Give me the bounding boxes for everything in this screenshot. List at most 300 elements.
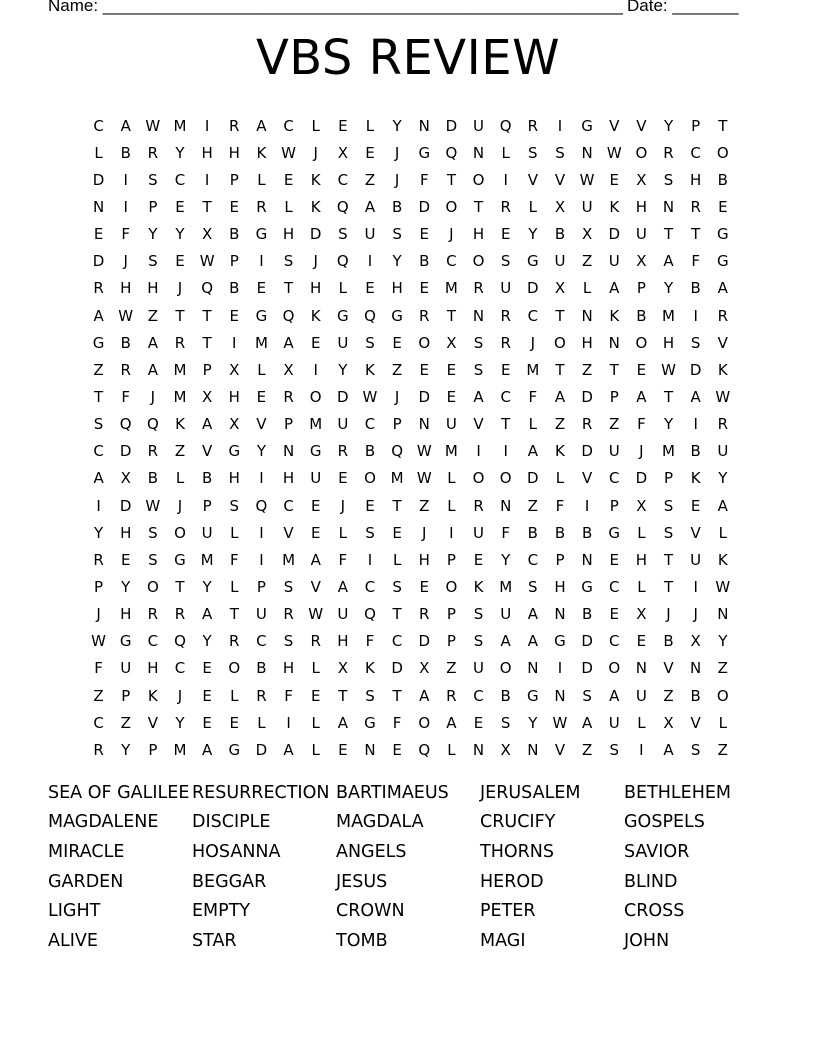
grid-letter: D: [92, 252, 105, 271]
grid-letter: W: [715, 387, 731, 406]
grid-letter: N: [581, 550, 593, 569]
grid-letter: U: [554, 252, 566, 271]
grid-letter: S: [663, 523, 674, 542]
grid-letter: C: [337, 170, 349, 189]
grid-letter: R: [147, 143, 159, 162]
grid-letter: U: [120, 659, 132, 678]
grid-letter: R: [93, 550, 104, 569]
word-list-item: BLIND: [624, 871, 678, 892]
grid-letter: V: [690, 523, 701, 542]
grid-letter: Y: [202, 577, 212, 596]
grid-letter: S: [148, 252, 158, 271]
grid-letter: I: [286, 713, 291, 732]
grid-letter: T: [446, 170, 456, 189]
grid-letter: O: [499, 469, 512, 488]
grid-letter: E: [419, 279, 429, 298]
word-list-item: STAR: [192, 930, 237, 951]
grid-letter: Y: [663, 415, 674, 434]
grid-letter: B: [229, 279, 240, 298]
grid-letter: U: [608, 252, 620, 271]
grid-letter: Z: [581, 740, 593, 759]
grid-letter: E: [473, 713, 484, 732]
page-title: VBS REVIEW: [255, 30, 561, 86]
grid-letter: I: [96, 496, 101, 515]
grid-letter: G: [581, 116, 593, 135]
grid-letter: P: [392, 415, 402, 434]
grid-letter: R: [174, 333, 186, 352]
grid-letter: J: [449, 225, 454, 244]
grid-letter: E: [338, 469, 348, 488]
word-list-item: BETHLEHEM: [624, 782, 732, 803]
grid-letter: A: [554, 387, 566, 406]
grid-letter: F: [419, 170, 429, 189]
grid-letter: L: [338, 279, 348, 298]
grid-letter: M: [526, 360, 540, 379]
grid-letter: D: [119, 496, 132, 515]
grid-letter: A: [500, 632, 511, 651]
grid-letter: R: [174, 605, 186, 624]
grid-letter: G: [527, 686, 539, 705]
grid-letter: J: [394, 143, 400, 162]
grid-letter: Y: [202, 632, 212, 651]
grid-letter: E: [338, 740, 348, 759]
grid-letter: H: [690, 170, 702, 189]
grid-letter: E: [310, 686, 321, 705]
grid-letter: S: [283, 577, 294, 596]
grid-letter: V: [527, 170, 538, 189]
grid-letter: L: [365, 116, 375, 135]
word-list-item: THORNS: [480, 841, 554, 862]
grid-letter: Z: [419, 496, 430, 515]
grid-letter: U: [337, 415, 349, 434]
grid-letter: M: [173, 116, 187, 135]
grid-letter: L: [311, 659, 320, 678]
grid-letter: D: [581, 632, 593, 651]
grid-letter: O: [472, 469, 485, 488]
grid-letter: U: [201, 523, 213, 542]
grid-letter: R: [717, 306, 729, 325]
grid-letter: T: [663, 387, 674, 406]
grid-letter: R: [581, 415, 593, 434]
grid-letter: Z: [581, 252, 593, 271]
grid-letter: N: [554, 605, 566, 624]
grid-letter: D: [337, 387, 349, 406]
grid-letter: B: [663, 632, 674, 651]
grid-letter: L: [230, 686, 239, 705]
grid-letter: W: [416, 442, 432, 461]
grid-letter: T: [501, 415, 511, 434]
grid-letter: R: [527, 116, 539, 135]
grid-letter: P: [229, 170, 239, 189]
grid-letter: E: [419, 225, 429, 244]
grid-letter: P: [121, 686, 131, 705]
grid-letter: E: [175, 197, 185, 216]
grid-letter: A: [337, 713, 348, 732]
grid-letter: P: [664, 469, 674, 488]
grid-letter: O: [146, 577, 159, 596]
grid-letter: P: [609, 387, 619, 406]
word-list-item: BEGGAR: [192, 871, 267, 892]
grid-letter: W: [579, 170, 595, 189]
grid-letter: K: [555, 442, 565, 461]
grid-letter: K: [310, 197, 321, 216]
word-list-item: HEROD: [480, 871, 544, 892]
grid-letter: M: [390, 469, 404, 488]
grid-letter: E: [175, 252, 185, 271]
grid-letter: G: [716, 252, 729, 271]
grid-letter: S: [473, 605, 484, 624]
grid-letter: N: [364, 740, 376, 759]
grid-letter: L: [637, 713, 646, 732]
grid-letter: U: [473, 659, 485, 678]
grid-letter: E: [609, 170, 619, 189]
grid-letter: U: [310, 469, 322, 488]
grid-letter: G: [92, 333, 105, 352]
grid-letter: L: [284, 197, 293, 216]
grid-letter: Q: [364, 306, 376, 325]
grid-letter: A: [419, 686, 430, 705]
grid-letter: F: [229, 550, 239, 569]
grid-letter: Q: [119, 415, 132, 434]
grid-letter: I: [693, 577, 698, 596]
grid-letter: E: [392, 333, 402, 352]
grid-letter: E: [256, 279, 267, 298]
grid-letter: P: [202, 496, 212, 515]
grid-letter: J: [177, 686, 183, 705]
grid-letter: A: [473, 387, 484, 406]
grid-letter: E: [365, 496, 375, 515]
grid-letter: G: [228, 442, 241, 461]
grid-letter: C: [256, 632, 267, 651]
grid-letter: C: [174, 659, 186, 678]
grid-letter: S: [663, 170, 674, 189]
grid-letter: B: [636, 306, 647, 325]
grid-letter: S: [365, 686, 375, 705]
grid-letter: D: [581, 387, 593, 406]
word-list-item: MAGDALENE: [48, 812, 159, 833]
grid-letter: I: [123, 197, 128, 216]
grid-letter: Q: [336, 197, 349, 216]
grid-letter: L: [555, 469, 565, 488]
grid-letter: C: [609, 577, 620, 596]
grid-letter: F: [365, 632, 375, 651]
grid-letter: B: [717, 170, 728, 189]
grid-letter: N: [635, 659, 647, 678]
grid-letter: E: [392, 523, 402, 542]
grid-letter: K: [690, 469, 701, 488]
grid-letter: P: [446, 632, 456, 651]
grid-letter: B: [690, 279, 701, 298]
grid-letter: L: [175, 469, 185, 488]
grid-letter: D: [418, 197, 431, 216]
name-field[interactable]: Name: _______________________________________________________: [48, 0, 623, 15]
grid-letter: H: [228, 143, 240, 162]
word-search-grid: [85, 112, 736, 763]
grid-letter: S: [392, 577, 402, 596]
grid-letter: S: [500, 713, 511, 732]
grid-letter: E: [690, 496, 701, 515]
grid-letter: L: [447, 740, 456, 759]
grid-letter: R: [446, 686, 457, 705]
grid-letter: A: [527, 442, 538, 461]
grid-letter: K: [717, 550, 728, 569]
grid-letter: O: [716, 143, 729, 162]
grid-letter: F: [637, 415, 646, 434]
grid-letter: W: [606, 143, 622, 162]
grid-letter: K: [365, 360, 375, 379]
grid-letter: P: [636, 279, 646, 298]
grid-letter: C: [93, 116, 104, 135]
grid-letter: M: [662, 442, 675, 461]
grid-letter: U: [635, 686, 647, 705]
grid-letter: V: [581, 469, 593, 488]
grid-letter: Y: [121, 740, 131, 759]
grid-letter: V: [663, 659, 674, 678]
grid-letter: A: [337, 577, 348, 596]
grid-letter: T: [175, 577, 185, 596]
grid-letter: B: [419, 252, 430, 271]
grid-letter: T: [175, 306, 185, 325]
grid-letter: Q: [255, 496, 268, 515]
grid-letter: K: [365, 659, 375, 678]
grid-letter: E: [500, 360, 511, 379]
grid-letter: H: [391, 279, 403, 298]
grid-letter: D: [635, 469, 648, 488]
grid-letter: Y: [528, 713, 538, 732]
grid-letter: T: [202, 197, 212, 216]
grid-letter: Z: [93, 686, 104, 705]
grid-letter: T: [93, 387, 104, 406]
grid-letter: H: [147, 659, 159, 678]
grid-letter: J: [530, 333, 536, 352]
grid-letter: M: [282, 550, 296, 569]
grid-letter: G: [391, 306, 403, 325]
grid-letter: C: [174, 170, 186, 189]
grid-letter: L: [582, 279, 592, 298]
grid-letter: R: [419, 605, 430, 624]
grid-letter: J: [313, 252, 318, 271]
grid-letter: R: [500, 306, 511, 325]
grid-letter: Y: [663, 279, 674, 298]
grid-letter: S: [283, 252, 294, 271]
grid-letter: G: [716, 225, 729, 244]
grid-letter: I: [313, 360, 318, 379]
grid-letter: B: [147, 469, 158, 488]
grid-letter: T: [473, 197, 484, 216]
grid-letter: W: [118, 306, 134, 325]
grid-letter: R: [663, 143, 674, 162]
grid-letter: G: [581, 577, 593, 596]
grid-letter: C: [609, 469, 620, 488]
grid-letter: A: [283, 333, 294, 352]
grid-letter: R: [283, 387, 294, 406]
grid-letter: N: [472, 143, 485, 162]
grid-letter: X: [446, 333, 457, 352]
grid-letter: R: [147, 442, 159, 461]
grid-letter: X: [636, 605, 647, 624]
grid-letter: S: [528, 143, 538, 162]
grid-letter: N: [608, 333, 620, 352]
grid-letter: A: [93, 469, 104, 488]
grid-letter: A: [93, 306, 104, 325]
grid-letter: M: [200, 550, 214, 569]
grid-letter: D: [92, 170, 105, 189]
grid-letter: H: [120, 605, 132, 624]
grid-letter: M: [499, 577, 513, 596]
grid-letter: B: [690, 442, 701, 461]
grid-letter: L: [311, 116, 320, 135]
grid-letter: M: [254, 333, 268, 352]
grid-letter: E: [256, 387, 267, 406]
grid-letter: S: [500, 252, 511, 271]
word-list-item: GARDEN: [48, 871, 124, 892]
grid-letter: F: [338, 550, 348, 569]
grid-letter: E: [202, 713, 212, 732]
grid-letter: H: [282, 225, 295, 244]
grid-letter: O: [228, 659, 241, 678]
grid-letter: U: [500, 279, 512, 298]
grid-letter: O: [418, 333, 431, 352]
grid-letter: V: [554, 170, 566, 189]
grid-letter: S: [473, 333, 484, 352]
grid-letter: W: [416, 469, 432, 488]
grid-letter: T: [283, 279, 294, 298]
grid-letter: O: [499, 659, 512, 678]
word-list-item: SAVIOR: [624, 841, 690, 862]
grid-letter: E: [202, 686, 212, 705]
grid-letter: K: [609, 306, 620, 325]
grid-letter: Y: [718, 469, 728, 488]
grid-letter: L: [257, 170, 266, 189]
grid-letter: R: [500, 197, 511, 216]
grid-letter: P: [609, 496, 619, 515]
date-field[interactable]: Date: _______: [627, 0, 739, 15]
grid-letter: Z: [147, 306, 158, 325]
grid-letter: R: [256, 686, 267, 705]
grid-letter: Q: [391, 442, 404, 461]
grid-letter: V: [473, 415, 484, 434]
grid-letter: L: [311, 713, 320, 732]
grid-letter: D: [418, 387, 431, 406]
grid-letter: I: [639, 740, 644, 759]
grid-letter: F: [121, 387, 131, 406]
grid-letter: E: [229, 306, 240, 325]
grid-letter: T: [663, 225, 674, 244]
grid-letter: L: [257, 360, 266, 379]
grid-letter: E: [365, 279, 375, 298]
grid-letter: U: [337, 605, 349, 624]
grid-letter: K: [175, 415, 185, 434]
grid-letter: I: [204, 170, 210, 189]
grid-letter: R: [500, 333, 511, 352]
grid-letter: X: [283, 360, 294, 379]
grid-letter: L: [94, 143, 103, 162]
grid-letter: J: [177, 496, 183, 515]
grid-letter: X: [201, 387, 213, 406]
grid-letter: M: [444, 279, 458, 298]
grid-letter: T: [446, 306, 456, 325]
grid-letter: E: [446, 387, 457, 406]
header-line: [48, 0, 748, 22]
grid-letter: R: [473, 496, 484, 515]
grid-letter: R: [419, 306, 430, 325]
grid-letter: F: [392, 713, 402, 732]
grid-letter: A: [202, 605, 213, 624]
grid-letter: B: [581, 523, 593, 542]
grid-letter: D: [581, 659, 593, 678]
grid-letter: W: [661, 360, 676, 379]
word-list: [48, 778, 768, 956]
grid-letter: U: [473, 523, 485, 542]
grid-letter: G: [337, 306, 349, 325]
grid-letter: A: [283, 740, 294, 759]
grid-letter: Q: [445, 143, 458, 162]
grid-letter: U: [608, 442, 620, 461]
grid-letter: J: [123, 252, 128, 271]
grid-letter: Y: [392, 116, 402, 135]
grid-letter: Q: [174, 632, 186, 651]
grid-letter: B: [364, 442, 376, 461]
grid-letter: B: [581, 605, 593, 624]
grid-letter: T: [392, 605, 402, 624]
grid-letter: O: [472, 170, 485, 189]
grid-letter: T: [663, 550, 674, 569]
grid-letter: S: [473, 632, 484, 651]
grid-letter: O: [445, 197, 458, 216]
word-list-item: JOHN: [624, 930, 670, 951]
grid-letter: U: [473, 116, 485, 135]
grid-letter: A: [717, 279, 728, 298]
grid-letter: E: [609, 605, 619, 624]
grid-letter: A: [202, 415, 213, 434]
grid-letter: E: [229, 713, 240, 732]
grid-letter: P: [94, 577, 104, 596]
grid-letter: N: [554, 686, 566, 705]
grid-letter: V: [283, 523, 294, 542]
grid-letter: F: [501, 523, 510, 542]
grid-letter: Z: [609, 415, 620, 434]
grid-letter: A: [636, 387, 647, 406]
grid-letter: I: [367, 550, 373, 569]
grid-letter: L: [311, 740, 320, 759]
grid-letter: T: [202, 333, 212, 352]
grid-letter: L: [637, 577, 646, 596]
grid-letter: J: [150, 387, 156, 406]
grid-letter: U: [445, 415, 457, 434]
grid-letter: L: [447, 469, 456, 488]
grid-letter: Q: [499, 116, 512, 135]
grid-letter: I: [449, 523, 454, 542]
grid-letter: C: [147, 632, 159, 651]
grid-letter: D: [255, 740, 268, 759]
grid-letter: E: [718, 197, 728, 216]
grid-letter: Z: [120, 713, 131, 732]
grid-letter: Y: [93, 523, 104, 542]
word-list-item: BARTIMAEUS: [336, 782, 449, 803]
grid-letter: K: [609, 197, 620, 216]
word-list-item: SEA OF GALILEE: [48, 782, 190, 803]
grid-letter: Y: [148, 225, 158, 244]
grid-letter: K: [310, 306, 321, 325]
grid-letter: H: [228, 387, 240, 406]
grid-letter: N: [527, 659, 539, 678]
grid-letter: K: [256, 143, 267, 162]
grid-letter: R: [310, 632, 321, 651]
grid-letter: W: [362, 387, 378, 406]
grid-letter: D: [689, 360, 702, 379]
grid-letter: C: [283, 116, 294, 135]
grid-letter: S: [609, 740, 619, 759]
